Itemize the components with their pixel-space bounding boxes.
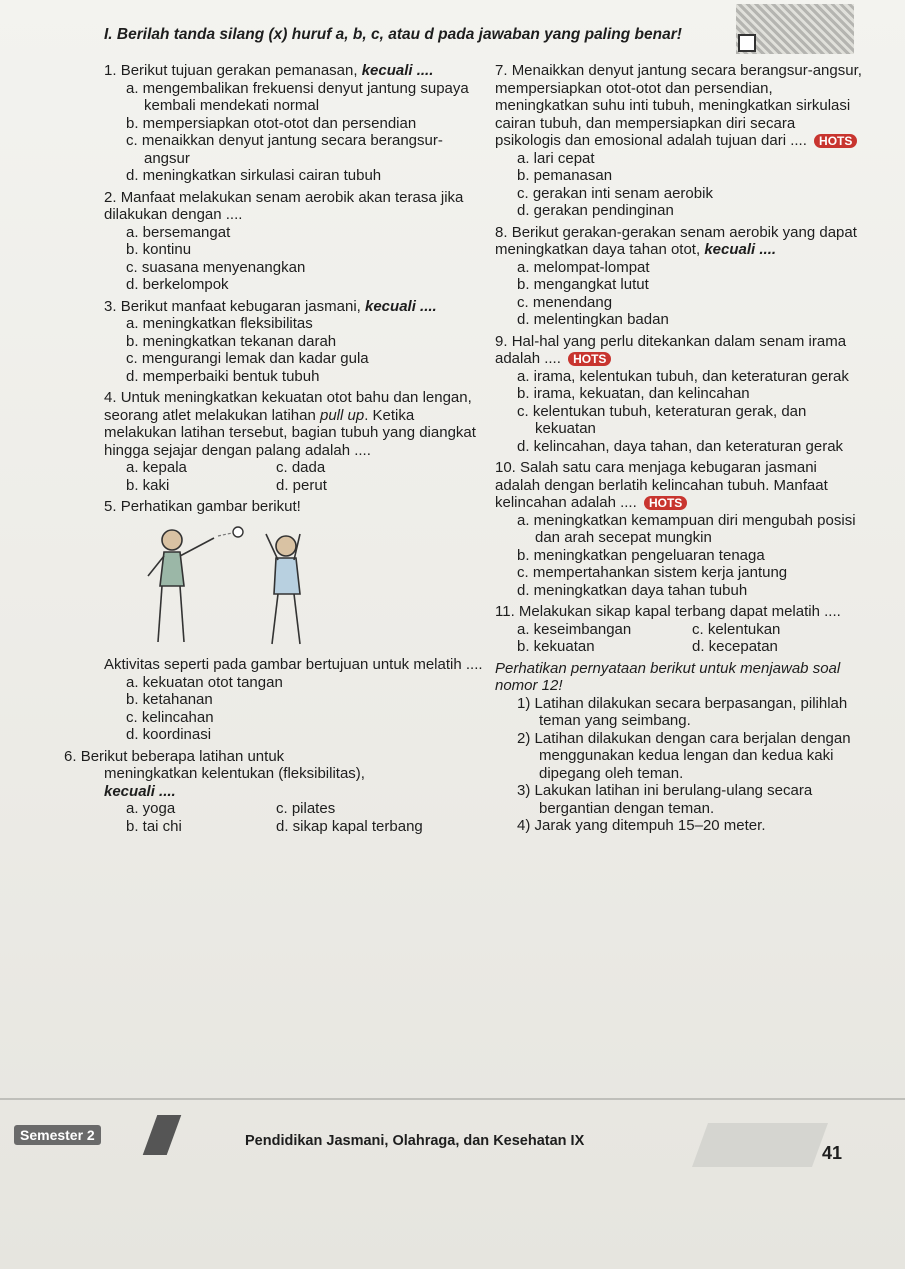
- section-instruction: I. Berilah tanda silang (x) huruf a, b, c, atau d pada jawaban yang paling benar!: [104, 26, 682, 43]
- question-8: 8. Berikut gerakan-gerakan senam aerobik yang dapat meningkatkan daya tahan otot, kecuali .... a. melompat-lompat b. mengangkat lutut c. menendang d. melentingkan badan: [495, 224, 865, 329]
- statement-2: 2) Latihan dilakukan dengan cara berjalan dengan menggunakan kedua lengan dan kedua kaki dipegang oleh teman.: [517, 729, 851, 782]
- option-7b: b. pemanasan: [517, 167, 613, 184]
- question-5: 5. Perhatikan gambar berikut! Aktivitas seperti pada gambar bertujuan untuk melatih .... a. kekuatan otot tangan b. ketahanan c. kelincahan d. koordinasi: [104, 498, 483, 743]
- option-3b: b. meningkatkan tekanan darah: [126, 332, 337, 350]
- option-1c: c. menaikkan denyut jantung secara berangsur-angsur: [126, 132, 443, 167]
- page-number: 41: [822, 1143, 843, 1163]
- option-2b: b. kontinu: [126, 241, 192, 258]
- option-11d: d. kecepatan: [692, 638, 778, 655]
- option-7d: d. gerakan pendinginan: [517, 202, 674, 219]
- option-2a: a. bersemangat: [126, 223, 231, 241]
- option-9b: b. irama, kekuatan, dan kelincahan: [517, 385, 750, 402]
- option-10c: c. mempertahankan sistem kerja jantung: [517, 564, 788, 581]
- option-10a: a. meningkatkan kemampuan diri mengubah posisi dan arah secepat mungkin: [517, 511, 856, 546]
- option-10b: b. meningkatkan pengeluaran tenaga: [517, 546, 765, 564]
- question-9: 9. Hal-hal yang perlu ditekankan dalam senam irama adalah .... HOTS a. irama, kelentukan tubuh, dan keteraturan gerak b. irama, kekuatan, dan kelincahan c. kelentukan tubuh, keteraturan gerak, dan kekuatan d. kelincahan, daya tahan, dan keteraturan gerak: [495, 333, 865, 456]
- statement-3: 3) Lakukan latihan ini berulang-ulang secara bergantian dengan teman.: [517, 782, 813, 817]
- option-4d: d. perut: [276, 476, 327, 494]
- statements-for-q12: Perhatikan pernyataan berikut untuk menjawab soal nomor 12! 1) Latihan dilakukan secara berpasangan, pilihlah teman yang seimbang. 2) Latihan dilakukan dengan cara berjalan dengan menggunakan kedua lengan dan kedua kaki dipegang oleh teman. 3) Lakukan latihan ini berulang-ulang secara bergantian dengan teman. 4) Jarak yang ditempuh 15–20 meter.: [495, 660, 865, 835]
- option-4c: c. dada: [276, 459, 326, 476]
- option-7a: a. lari cepat: [517, 149, 595, 167]
- footer-decoration: [143, 1115, 182, 1155]
- option-3d: d. memperbaiki bentuk tubuh: [126, 367, 320, 385]
- question-4: 4. Untuk meningkatkan kekuatan otot bahu dan lengan, seorang atlet melakukan latihan pull up. Ketika melakukan latihan tersebut, bagian tubuh yang diangkat hingga sejajar dengan palang adalah .... a. kepala c. dada b. kaki d. perut: [104, 389, 476, 494]
- question-10: 10. Salah satu cara menjaga kebugaran jasmani adalah dengan berlatih kelincahan tubuh. Manfaat kelincahan adalah .... HOTS a. meningkatkan kemampuan diri mengubah posisi dan arah secepat mungkin b. meningkatkan pengeluaran tenaga c. mempertahankan sistem kerja jantung d. meningkatkan daya tahan tubuh: [495, 459, 865, 599]
- option-5c: c. kelincahan: [126, 708, 214, 726]
- option-7c: c. gerakan inti senam aerobik: [517, 184, 713, 202]
- player-right: [266, 534, 300, 644]
- question-3: 3. Berikut manfaat kebugaran jasmani, kecuali .... a. meningkatkan fleksibilitas b. meningkatkan tekanan darah c. mengurangi lemak dan kadar gula d. memperbaiki bentuk tubuh: [104, 298, 484, 386]
- option-8c: c. menendang: [517, 293, 613, 311]
- option-11a: a. keseimbangan: [517, 620, 632, 638]
- option-10d: d. meningkatkan daya tahan tubuh: [517, 581, 748, 599]
- option-6d: d. sikap kapal terbang: [276, 817, 423, 835]
- option-11c: c. kelentukan: [692, 620, 781, 638]
- option-1b: b. mempersiapkan otot-otot dan persendian: [126, 114, 417, 132]
- question-1: 1. Berikut tujuan gerakan pemanasan, kecuali .... a. mengembalikan frekuensi denyut jantung supaya kembali mendekati normal b. mempersiapkan otot-otot dan persendian c. menaikkan denyut jantung secara berangsur-angsur d. meningkatkan sirkulasi cairan tubuh: [104, 62, 484, 185]
- left-column: [64, 62, 484, 839]
- option-9d: d. kelincahan, daya tahan, dan keteraturan gerak: [517, 437, 844, 455]
- option-5d: d. koordinasi: [126, 726, 212, 743]
- option-3a: a. meningkatkan fleksibilitas: [126, 315, 313, 332]
- option-3c: c. mengurangi lemak dan kadar gula: [126, 350, 369, 367]
- ball: [233, 527, 243, 537]
- option-8b: b. mengangkat lutut: [517, 276, 649, 293]
- option-6a: a. yoga: [126, 800, 176, 817]
- hots-badge: HOTS: [814, 134, 857, 148]
- page-footer: [0, 1115, 905, 1185]
- option-4b: b. kaki: [126, 476, 170, 494]
- option-8d: d. melentingkan badan: [517, 311, 669, 328]
- question-6: 6. Berikut beberapa latihan untuk meningkatkan kelentukan (fleksibilitas), kecuali .... a. yoga c. pilates b. tai chi d. sikap kapal terbang: [64, 748, 484, 836]
- footer-divider: [0, 1098, 905, 1100]
- option-8a: a. melompat-lompat: [517, 258, 650, 276]
- footer-decoration: [692, 1123, 828, 1167]
- option-2d: d. berkelompok: [126, 276, 229, 293]
- semester-label: Semester 2: [14, 1125, 101, 1145]
- option-1d: d. meningkatkan sirkulasi cairan tubuh: [126, 167, 382, 184]
- option-1a: a. mengembalikan frekuensi denyut jantung supaya kembali mendekati normal: [126, 79, 469, 114]
- option-6c: c. pilates: [276, 800, 336, 817]
- hots-badge: HOTS: [568, 352, 611, 366]
- two-players-passing-illustration: [134, 520, 334, 648]
- option-5a: a. kekuatan otot tangan: [126, 673, 283, 691]
- option-9c: c. kelentukan tubuh, keteraturan gerak, dan kekuatan: [517, 402, 807, 437]
- right-column: [495, 62, 865, 839]
- question-2: 2. Manfaat melakukan senam aerobik akan terasa jika dilakukan dengan .... a. bersemangat b. kontinu c. suasana menyenangkan d. berkelompok: [104, 189, 484, 294]
- option-11b: b. kekuatan: [517, 638, 595, 655]
- statement-4: 4) Jarak yang ditempuh 15–20 meter.: [517, 817, 766, 834]
- book-title: Pendidikan Jasmani, Olahraga, dan Kesehatan IX: [245, 1133, 585, 1149]
- option-5b: b. ketahanan: [126, 691, 213, 708]
- option-6b: b. tai chi: [126, 817, 182, 835]
- question-11: 11. Melakukan sikap kapal terbang dapat melatih .... a. keseimbangan c. kelentukan b. kekuatan d. kecepatan: [495, 603, 841, 655]
- player-left: [148, 530, 214, 642]
- option-2c: c. suasana menyenangkan: [126, 258, 306, 276]
- hots-badge: HOTS: [644, 496, 687, 510]
- option-9a: a. irama, kelentukan tubuh, dan keteraturan gerak: [517, 367, 849, 385]
- option-4a: a. kepala: [126, 459, 187, 476]
- statement-1: 1) Latihan dilakukan secara berpasangan, pilihlah teman yang seimbang.: [517, 694, 848, 729]
- question-7: 7. Menaikkan denyut jantung secara berangsur-angsur, mempersiapkan otot-otot dan persendian, meningkatkan suhu inti tubuh, meningkatkan sirkulasi cairan tubuh, dan mempersiapkan diri secara psikologis dan emosional adalah tujuan dari .... HOTS a. lari cepat b. pemanasan c. gerakan inti senam aerobik d. gerakan pendinginan: [495, 62, 865, 220]
